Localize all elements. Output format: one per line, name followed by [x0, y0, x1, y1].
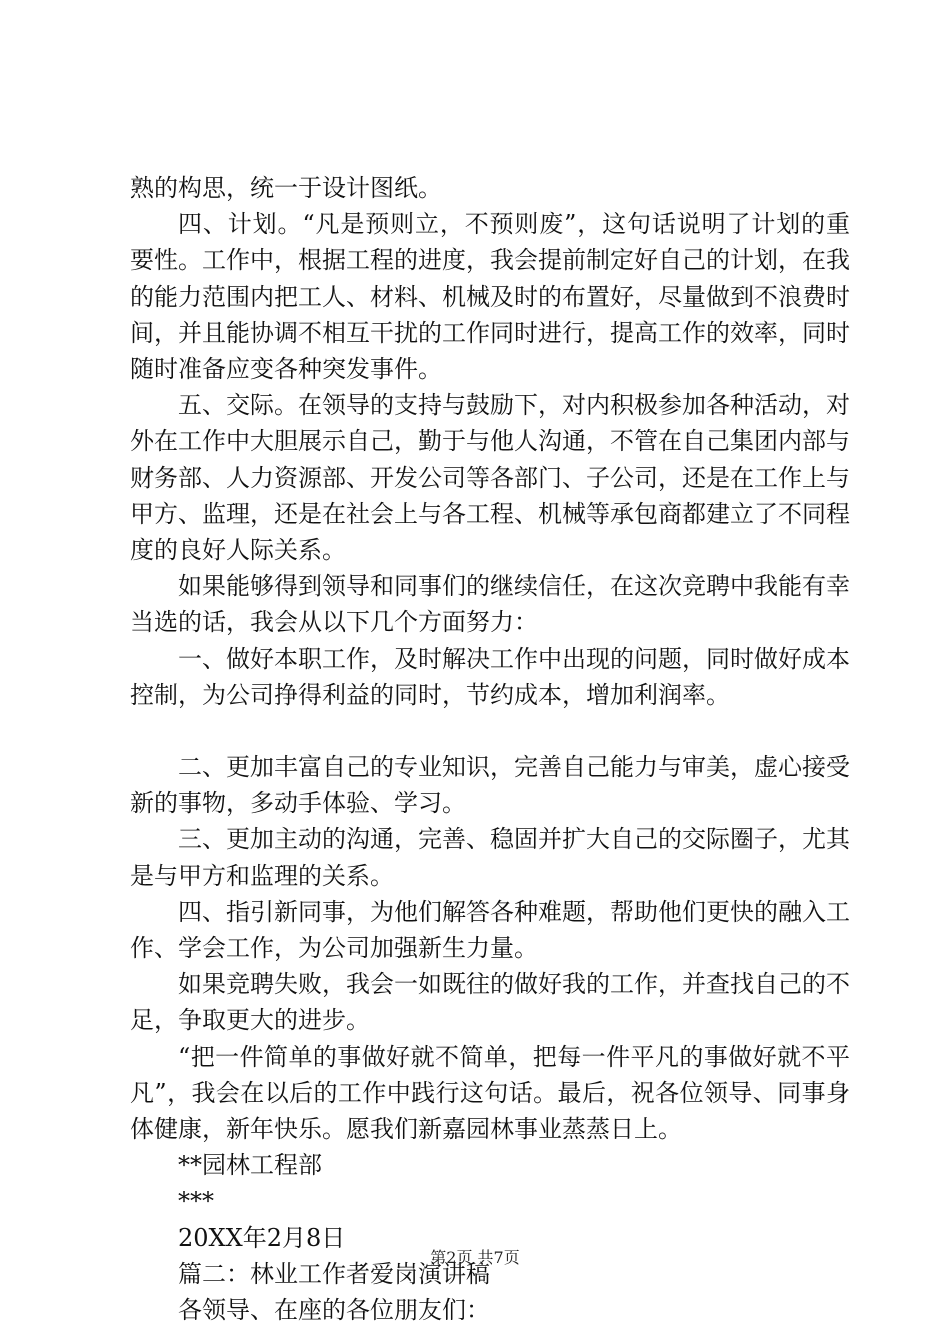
section-title: 篇二：林业工作者爱岗演讲稿: [178, 1259, 490, 1288]
paragraph-if-failed: 如果竞聘失败，我会一如既往的做好我的工作，并查找自己的不足，争取更大的进步。: [130, 970, 850, 1035]
paragraph-goal-two: 二、更加丰富自己的专业知识，完善自己能力与审美，虚心接受新的事物，多动手体验、学习。: [130, 753, 850, 818]
paragraph-plan: 四、计划。“凡是预则立，不预则废”，这句话说明了计划的重要性。工作中，根据工程的进度，我会提前制定好自己的计划，在我的能力范围内把工人、材料、机械及时的布置好，尽量做到不浪费时间，并且能协调不相互干扰的工作同时进行，提高工作的效率，同时随时准备应变各种突发事件。: [130, 210, 850, 384]
paragraph-goal-three: 三、更加主动的沟通，完善、稳固并扩大自己的交际圈子，尤其是与甲方和监理的关系。: [130, 825, 850, 890]
document-body: [130, 170, 850, 1328]
paragraph-continuation: 熟的构思，统一于设计图纸。: [130, 174, 442, 202]
paragraph-goal-four: 四、指引新同事，为他们解答各种难题，帮助他们更快的融入工作、学会工作，为公司加强新生力量。: [130, 897, 850, 963]
section-salutation: 各领导、在座的各位朋友们：: [178, 1296, 490, 1325]
page-footer: 第2页 共7页: [430, 1248, 520, 1267]
paragraph-goal-one: 一、做好本职工作，及时解决工作中出现的问题，同时做好成本控制，为公司挣得利益的同时，节约成本，增加利润率。: [130, 644, 850, 709]
signature-org: **园林工程部: [178, 1151, 322, 1180]
paragraph-closing: “把一件简单的事做好就不简单，把每一件平凡的事做好就不平凡”，我会在以后的工作中践行这句话。最后，祝各位领导、同事身体健康，新年快乐。愿我们新嘉园林事业蒸蒸日上。: [130, 1042, 850, 1144]
signature-date: 20XX年2月8日: [178, 1223, 346, 1252]
paragraph-communication: 五、交际。在领导的支持与鼓励下，对内积极参加各种活动，对外在工作中大胆展示自己，勤于与他人沟通，不管在自己集团内部与财务部、人力资源部、开发公司等各部门、子公司，还是在工作上与甲方、监理，还是在社会上与各工程、机械等承包商都建立了不同程度的良好人际关系。: [130, 391, 850, 565]
signature-name: ***: [178, 1187, 214, 1216]
paragraph-if-elected: 如果能够得到领导和同事们的继续信任，在这次竞聘中我能有幸当选的话，我会从以下几个方面努力：: [130, 572, 850, 637]
